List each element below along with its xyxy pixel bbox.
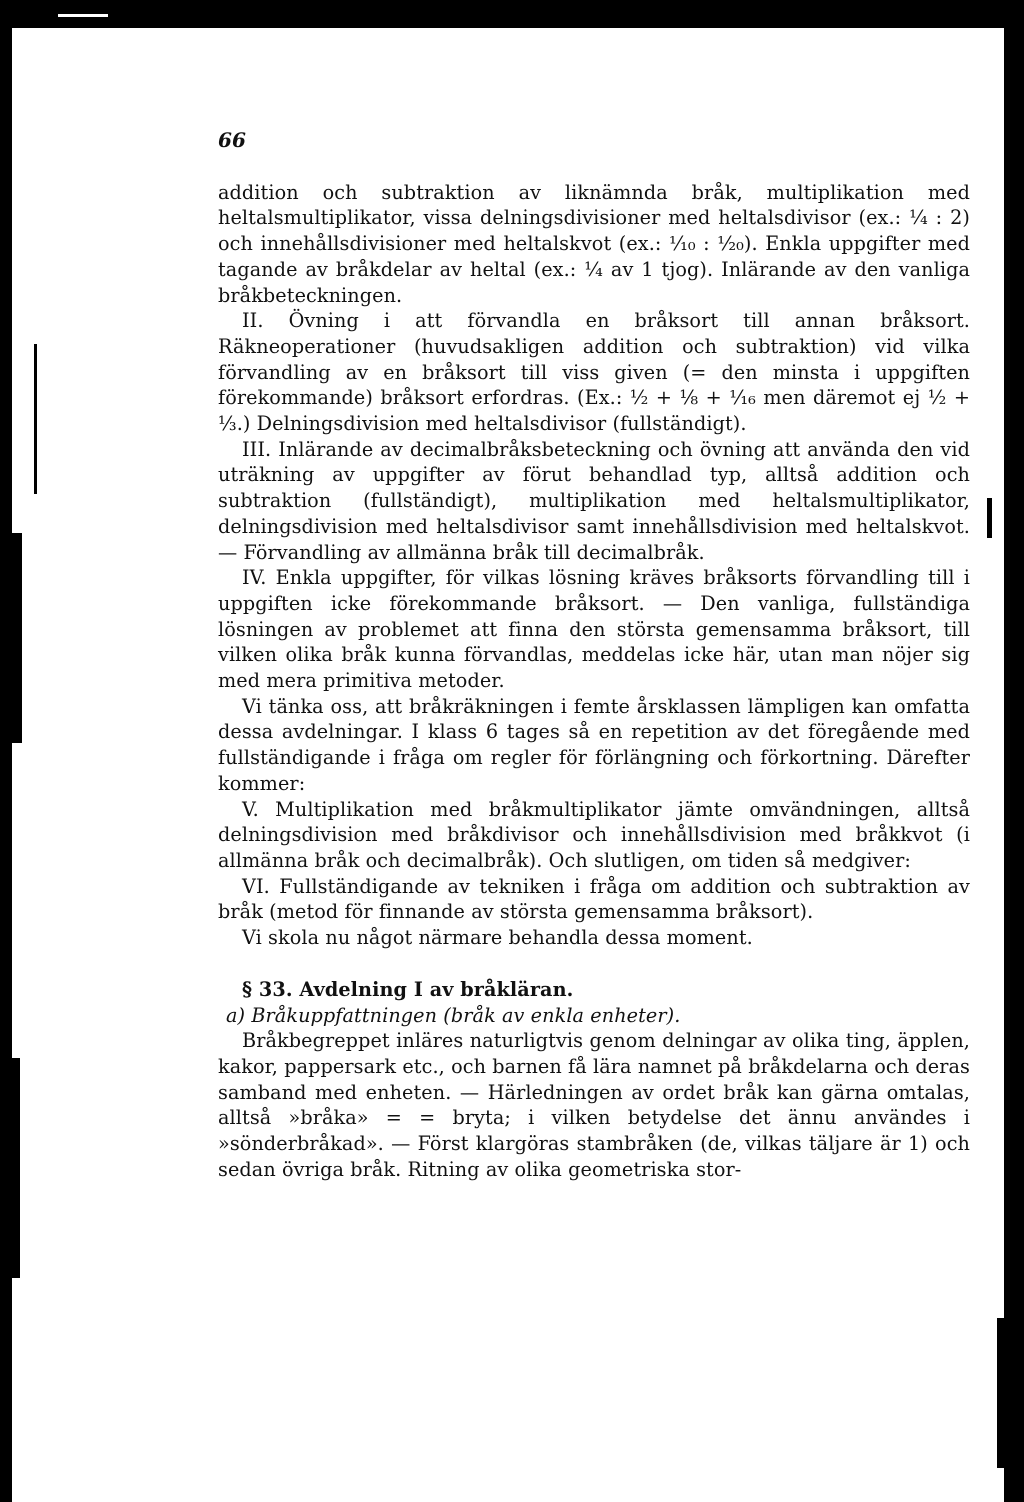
paragraph: V. Multiplikation med bråkmultiplikator jämte omvändningen, alltså delningsdivision med bråkdivisor och innehållsdivision med bråkkvot (i allmänna bråk och decimalbråk). Och slutligen, om tiden så medgiver: bbox=[218, 797, 970, 872]
scan-edge-mark bbox=[12, 1058, 20, 1278]
paragraph: III. Inlärande av decimalbråksbeteckning och övning att använda den vid uträkning av uppgifter av förut behandlad typ, alltså addition och subtraktion (fullständigt), multiplikation med heltalsmultiplikator, delningsdivision med heltalsdivisor samt innehållsdivision med heltalskvot. — Förvandling av allmänna bråk till decimalbråk. bbox=[218, 437, 970, 564]
paragraph: II. Övning i att förvandla en bråksort till annan bråksort. Räkneoperationer (huvudsakligen addition och subtraktion) vid vilka förvandling av en bråksort till viss given (= den minsta i uppgiften förekommande) bråksort erfordras. (Ex.: ½ + ⅛ + ¹⁄₁₆ men däremot ej ½ + ⅓.) Delningsdivision med heltalsdivisor (fullständigt). bbox=[218, 309, 970, 436]
scan-edge-mark bbox=[987, 498, 992, 538]
paragraph: IV. Enkla uppgifter, för vilkas lösning kräves bråksorts förvandling till i uppgiften icke förekommande bråksort. — Den vanliga, fullständiga lösningen av problemet att finna den största gemensamma bråksort, till vilken olika bråk kunna förvandlas, meddelas icke här, utan man nöjer sig med mera primitiva metoder. bbox=[218, 566, 970, 693]
subheading: a) Bråkuppfattningen (bråk av enkla enheter). bbox=[226, 1003, 681, 1027]
paragraph: VI. Fullständigande av tekniken i fråga om addition och subtraktion av bråk (metod för finnande av största gemensamma bråksort). bbox=[218, 874, 970, 924]
paragraph: addition och subtraktion av liknämnda bråk, multiplikation med heltalsmultiplikator, vissa delningsdivisioner med heltalsdivisor (ex.: ¼ : 2) och innehållsdivisioner med heltalskvot (ex.: ¹⁄₁₀ : ¹⁄₂₀). Enkla uppgifter med tagande av bråkdelar av heltal (ex.: ¼ av 1 tjog). Inlärande av den vanliga bråkbeteckningen. bbox=[218, 180, 970, 307]
scan-top-mark bbox=[58, 14, 108, 17]
scan-edge-mark bbox=[997, 1318, 1004, 1468]
paragraph: Vi skola nu något närmare behandla dessa moment. bbox=[242, 926, 753, 950]
scan-edge-mark bbox=[34, 344, 37, 494]
section-heading: § 33. Avdelning I av bråkläran. bbox=[242, 977, 574, 1001]
paragraph: Bråkbegreppet inläres naturligtvis genom delningar av olika ting, äpplen, kakor, pappersark etc., och barnen få lära namnet på bråkdelarna och deras samband med enheten. — Härledningen av ordet bråk kan gärna omtalas, alltså »bråka» = = bryta; i vilken betydelse det ännu användes i »sönderbråkad». — Först klargöras stambråken (de, vilkas täljare är 1) och sedan övriga bråk. Ritning av olika geometriska stor- bbox=[218, 1029, 970, 1181]
scan-edge-mark bbox=[12, 533, 22, 743]
page-number: 66 bbox=[218, 128, 247, 152]
paragraph: Vi tänka oss, att bråkräkningen i femte årsklassen lämpligen kan omfatta dessa avdelningar. I klass 6 tages så en repetition av det föregående med fullständigande i fråga om regler för förlängning och förkortning. Därefter kommer: bbox=[218, 694, 970, 795]
page-text bbox=[218, 128, 970, 1182]
